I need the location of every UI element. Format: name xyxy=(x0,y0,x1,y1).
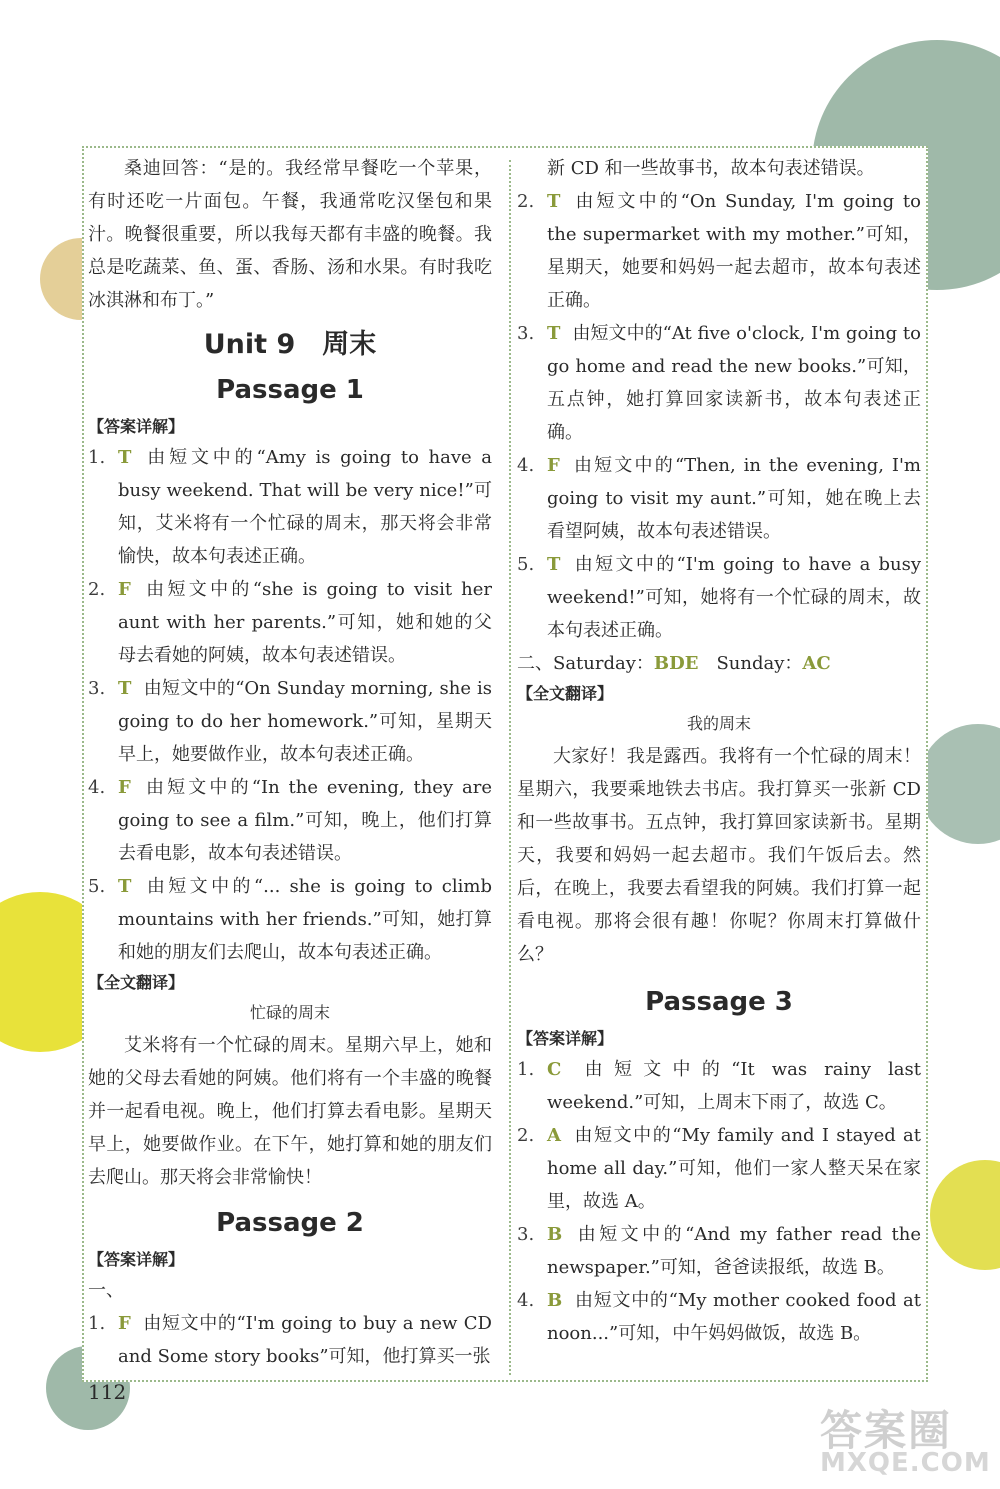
answer-letter: T xyxy=(118,876,132,897)
answer-item: 2. F 由短文中的“she is going to visit her aunt with her parents.”可知，她和她的父母去看她的阿姨，故本句表述错误。 xyxy=(88,579,492,666)
answer-item: 4. B 由短文中的“My mother cooked food at noon...”可知，中午妈妈做饭，故选 B。 xyxy=(517,1290,921,1344)
translation-title: 我的周末 xyxy=(686,714,751,733)
unit-title: Unit 9 周末 xyxy=(203,329,377,360)
answer-item: 5. T 由短文中的“... she is going to climb mountains with her friends.”可知，她打算和她的朋友们去爬山，故本句表述正确。 xyxy=(88,876,492,963)
column-divider xyxy=(509,160,511,1375)
answer-letter: T xyxy=(547,323,561,344)
answer-letter: T xyxy=(118,447,132,468)
answers-tag: 【答案详解】 xyxy=(88,1250,185,1269)
translation-paragraph: 艾米将有一个忙碌的周末。星期六早上，她和她的父母去看她的阿姨。他们将有一个丰盛的晚餐并一起看电视。晚上，他们打算去看电影。星期天早上，她要做作业。在下午，她打算和她的朋友们去爬山。那天将会非常愉快！ xyxy=(88,1035,492,1188)
answer-letter: B xyxy=(547,1224,563,1245)
passage-3-title: Passage 3 xyxy=(645,987,793,1017)
translation-paragraph: 大家好！我是露西。我将有一个忙碌的周末！星期六，我要乘地铁去书店。我打算买一张新 CD 和一些故事书。五点钟，我打算回家读新书。星期天，我要和妈妈一起去超市。我们午饭后去。然后，在晚上，我要去看望我的阿姨。我们打算一起看电视。那将会很有趣！你呢？你周末打算做什么？ xyxy=(517,746,921,965)
answer-letter: F xyxy=(118,579,131,600)
left-column xyxy=(88,152,492,1373)
answer-item: 5. T 由短文中的“I'm going to have a busy weekend!”可知，她将有一个忙碌的周末，故本句表述正确。 xyxy=(517,554,921,641)
section-label: 一、 xyxy=(88,1280,124,1301)
answer-letter: C xyxy=(547,1059,562,1080)
page-number: 112 xyxy=(88,1380,127,1404)
passage-2-title: Passage 2 xyxy=(216,1208,364,1238)
answer-item: 1. T 由短文中的“Amy is going to have a busy weekend. That will be very nice!”可知，艾米将有一个忙碌的周末，那天将会非常愉快，故本句表述正确。 xyxy=(88,447,492,567)
answer-item: 1. F 由短文中的“I'm going to buy a new CD and Some story books”可知，他打算买一张 xyxy=(88,1313,492,1367)
answers-tag: 【答案详解】 xyxy=(517,1029,614,1048)
answer-letter: F xyxy=(118,777,131,798)
watermark-logo: 答案圈 xyxy=(820,1406,953,1455)
answer-letter: T xyxy=(547,554,561,575)
answer-item: 1. C 由短文中的“It was rainy last weekend.”可知，上周末下雨了，故选 C。 xyxy=(517,1059,921,1113)
answers-tag: 【答案详解】 xyxy=(88,417,185,436)
answer-item: 4. F 由短文中的“Then, in the evening, I'm going to visit my aunt.”可知，她在晚上去看望阿姨，故本句表述错误。 xyxy=(517,455,921,542)
watermark-url: MXQE.COM xyxy=(820,1448,991,1478)
translation-tag: 【全文翻译】 xyxy=(517,684,614,703)
answer-letter: A xyxy=(547,1125,561,1146)
answer-letter: B xyxy=(547,1290,563,1311)
answer-letter: T xyxy=(547,191,561,212)
answer-item: 4. F 由短文中的“In the evening, they are going to see a film.”可知，晚上，他们打算去看电影，故本句表述错误。 xyxy=(88,777,492,864)
answer-letter: T xyxy=(118,678,132,699)
translation-tag: 【全文翻译】 xyxy=(88,973,185,992)
decor-circle-teal-right xyxy=(918,724,1000,844)
decor-circle-yellow-right xyxy=(930,1160,1000,1270)
intro-paragraph: 桑迪回答：“是的。我经常早餐吃一个苹果，有时还吃一片面包。午餐，我通常吃汉堡包和果汁。晚餐很重要，所以我每天都有丰盛的晚餐。我总是吃蔬菜、鱼、蛋、香肠、汤和水果。有时我吃冰淇淋和布丁。” xyxy=(88,158,492,311)
answer-item: 3. B 由短文中的“And my father read the newspaper.”可知，爸爸读报纸，故选 B。 xyxy=(517,1224,921,1278)
right-column xyxy=(517,152,921,1350)
section-2-answers: 二、Saturday：BDE Sunday：AC xyxy=(517,653,831,674)
continued-text: 新 CD 和一些故事书，故本句表述错误。 xyxy=(547,158,875,179)
answer-item: 2. A 由短文中的“My family and I stayed at home all day.”可知，他们一家人整天呆在家里，故选 A。 xyxy=(517,1125,921,1212)
passage-1-title: Passage 1 xyxy=(216,375,364,405)
translation-title: 忙碌的周末 xyxy=(249,1003,330,1022)
answer-item: 3. T 由短文中的“At five o'clock, I'm going to go home and read the new books.”可知，五点钟，她打算回家读新书，故本句表述正确。 xyxy=(517,323,921,443)
answer-letter: F xyxy=(547,455,560,476)
answer-item: 3. T 由短文中的“On Sunday morning, she is going to do her homework.”可知，星期天早上，她要做作业，故本句表述正确。 xyxy=(88,678,492,765)
answer-item: 2. T 由短文中的“On Sunday, I'm going to the supermarket with my mother.”可知，星期天，她要和妈妈一起去超市，故本句表述正确。 xyxy=(517,191,921,311)
answer-letter: F xyxy=(118,1313,131,1334)
